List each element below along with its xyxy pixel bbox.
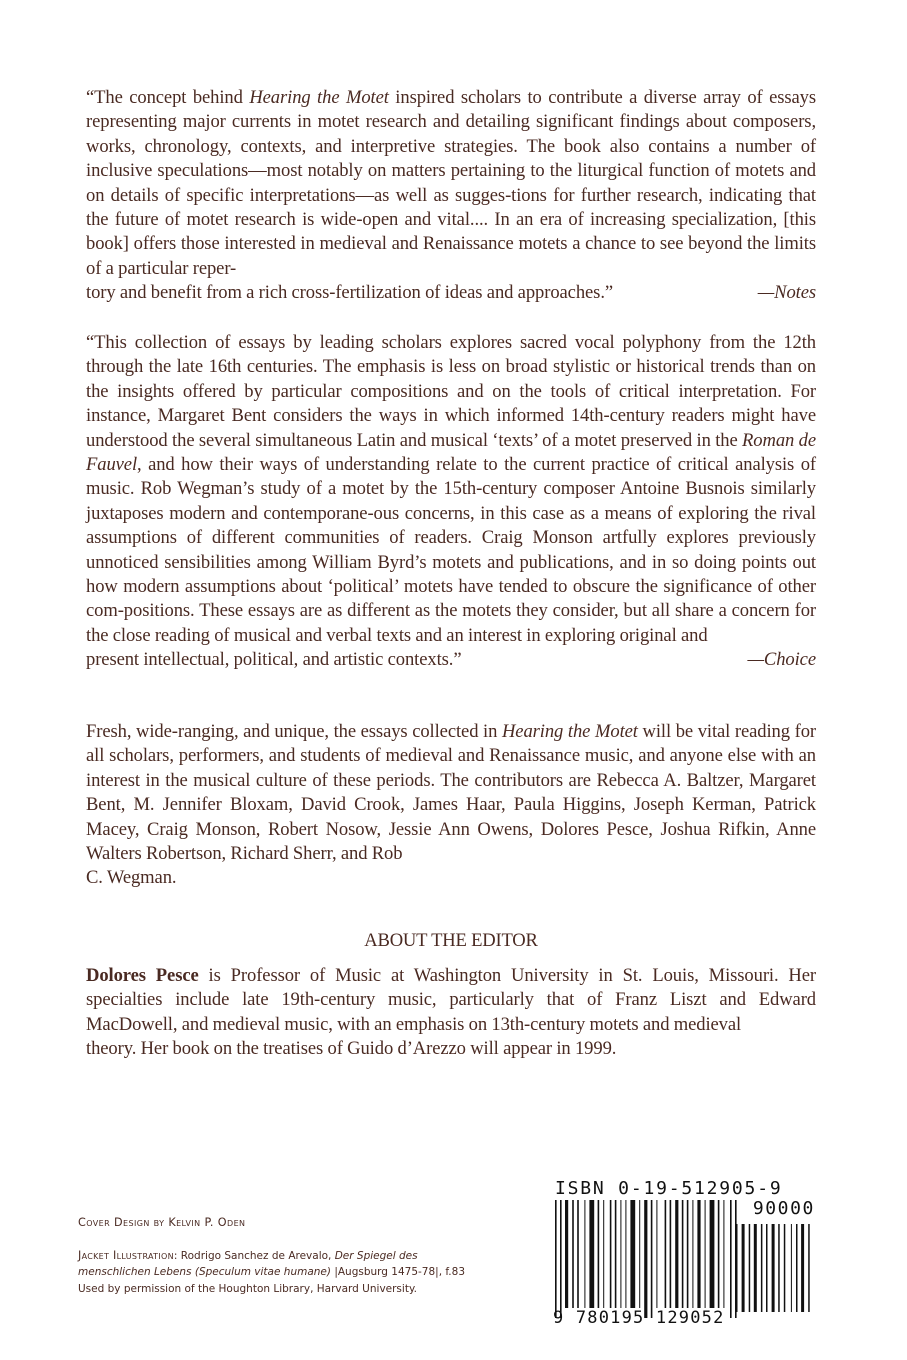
barcode-bar bbox=[718, 1200, 720, 1308]
barcode-bar bbox=[615, 1200, 617, 1308]
review-source-choice: —Choice bbox=[747, 649, 816, 671]
supplement-bar bbox=[801, 1224, 804, 1312]
review-notes-closing: tory and benefit from a rich cross-fertilization of ideas and approaches.” bbox=[86, 282, 614, 304]
review-choice-text-b: , and how their ways of understanding relate to the current practice of critical analysis of music. Rob Wegman’s study of a motet by the 15th-century composer Antoine Busnois similarly juxtaposes modern and contemporane-ous concerns, in this case as a means of exploring the rival assumptions of different communities of readers. Craig Monson artfully explores previously unnoticed sensibilities among William Byrd’s motets and publications, and in so doing points out how modern assumptions about ‘political’ motets have tended to obscure the significance of other com-positions. These essays are as different as the motets they consider, but all share a concern for the close reading of musical and verbal texts and an interest in exploring original and bbox=[86, 454, 816, 646]
barcode-bar bbox=[565, 1200, 568, 1308]
review-notes-text-a: “The concept behind bbox=[86, 87, 250, 108]
supplement-bar bbox=[778, 1224, 780, 1312]
barcode-bar bbox=[555, 1200, 557, 1318]
price-code: 90000 bbox=[752, 1198, 815, 1219]
barcode-bar bbox=[630, 1200, 635, 1308]
jacket-illustration-label: Jacket Illustration bbox=[78, 1248, 174, 1262]
supplement-bar bbox=[742, 1224, 745, 1312]
supplement-bar bbox=[754, 1224, 757, 1312]
book-title-italic: Hearing the Motet bbox=[501, 721, 638, 742]
barcode-bars bbox=[555, 1178, 815, 1318]
barcode-bar bbox=[656, 1200, 657, 1308]
review-notes bbox=[86, 86, 816, 306]
barcode-bar bbox=[610, 1200, 612, 1308]
supplement-bar bbox=[784, 1224, 786, 1312]
barcode-bar bbox=[723, 1200, 724, 1308]
review-choice-last-line bbox=[86, 648, 816, 672]
jacket-credit-text-a: : Rodrigo Sanchez de Arevalo, bbox=[173, 1249, 335, 1262]
supplement-bar bbox=[791, 1224, 792, 1312]
supplement-bar bbox=[749, 1224, 751, 1312]
review-choice-closing: present intellectual, political, and artistic contexts.” bbox=[86, 649, 462, 671]
review-notes-last-line bbox=[86, 281, 816, 305]
isbn-number: ISBN 0-19-512905-9 bbox=[555, 1178, 783, 1199]
barcode-bar bbox=[710, 1200, 715, 1308]
description-text-b: will be vital reading for all scholars, performers, and students of medieval and Renaissance music, and anyone else with an interest in the musical culture of these periods. The contributors are Rebecca A. Baltzer, Margaret Bent, M. Jennifer Bloxam, David Crook, James Haar, Paula Higgins, Joseph Kerman, Patrick Macey, Craig Monson, Robert Nosow, Jessie Ann Owens, Dolores Pesce, Joshua Rifkin, Anne Walters Robertson, Richard Sherr, and Rob bbox=[86, 721, 816, 865]
barcode-bar bbox=[589, 1200, 594, 1308]
credits bbox=[78, 1215, 478, 1297]
barcode-bar bbox=[572, 1200, 574, 1308]
barcode-bar bbox=[665, 1200, 667, 1308]
barcode-bar bbox=[644, 1200, 647, 1318]
barcode-bar bbox=[670, 1200, 672, 1308]
barcode-bar bbox=[675, 1200, 678, 1308]
barcode-bar bbox=[705, 1200, 706, 1308]
barcode-bar bbox=[682, 1200, 684, 1308]
review-notes-text-b: inspired scholars to contribute a diverse array of essays representing major currents in motet research and detailing significant findings about composers, works, chronology, contexts, and interpretive strategies. The book also contains a number of inclusive speculations—most notably on matters pertaining to the liturgical function of motets and on details of specific interpretations—as well as sugges-tions for further research, indicating that the future of motet research is wide-open and vital.... In an era of increasing specialization, [this book] offers those interested in medieval and Renaissance motets a chance to see beyond the limits of a particular reper- bbox=[86, 87, 816, 279]
isbn-barcode bbox=[553, 1178, 815, 1328]
book-description bbox=[86, 720, 816, 891]
supplement-bar bbox=[808, 1224, 810, 1312]
barcode-bar bbox=[730, 1200, 732, 1318]
barcode-bar bbox=[697, 1200, 700, 1308]
book-title-italic: Hearing the Motet bbox=[249, 87, 389, 108]
about-editor-heading: ABOUT THE EDITOR bbox=[364, 930, 538, 951]
supplement-bar bbox=[772, 1224, 775, 1312]
barcode-bar bbox=[560, 1200, 562, 1318]
barcode-bar bbox=[692, 1200, 693, 1308]
description-text-a: Fresh, wide-ranging, and unique, the essays collected in bbox=[86, 721, 502, 742]
supplement-bar bbox=[796, 1224, 798, 1312]
description-last-line: C. Wegman. bbox=[86, 867, 177, 889]
editor-name: Dolores Pesce bbox=[86, 965, 199, 986]
jacket-credit-work-title: Der Spiegel des menschlichen Lebens (Speculum vitae humane) bbox=[78, 1249, 418, 1278]
editor-bio bbox=[86, 964, 816, 1062]
barcode-bar bbox=[584, 1200, 585, 1308]
cover-design-credit: Cover Design by Kelvin P. Oden bbox=[78, 1216, 246, 1229]
barcode-bar bbox=[603, 1200, 604, 1308]
review-choice-text-a: “This collection of essays by leading scholars explores sacred vocal polyphony from the 12th through the late 16th centuries. The emphasis is less on broad stylistic or historical trends than on the insights offered by particular compositions and on the tools of critical interpretation. For instance, Margaret Bent considers the ways in which informed 14th-century readers might have understood the several simultaneous Latin and musical ‘texts’ of a motet preserved in the bbox=[86, 332, 816, 451]
editor-bio-last-line: theory. Her book on the treatises of Guido d’Arezzo will appear in 1999. bbox=[86, 1038, 617, 1060]
review-choice bbox=[86, 331, 816, 673]
roman-de-fauvel-italic: Roman de Fauvel bbox=[86, 429, 816, 476]
supplement-bar bbox=[766, 1224, 768, 1312]
barcode-bar bbox=[620, 1200, 621, 1308]
barcode-bar bbox=[687, 1200, 689, 1308]
barcode-bar bbox=[625, 1200, 626, 1308]
supplement-bar bbox=[761, 1224, 763, 1312]
editor-bio-text: is Professor of Music at Washington University in St. Louis, Missouri. Her specialties include late 19th-century music, particularly that of Franz Liszt and Edward MacDowell, and medieval music, with an emphasis on 13th-century motets and medieval bbox=[86, 965, 817, 1035]
barcode-bar bbox=[639, 1200, 640, 1308]
review-source-notes: —Notes bbox=[757, 282, 816, 304]
barcode-bar bbox=[651, 1200, 653, 1318]
jacket-illustration-credit bbox=[78, 1248, 478, 1298]
barcode-bar bbox=[598, 1200, 600, 1308]
supplement-bar bbox=[736, 1224, 738, 1312]
jacket-credit-text-b: |Augsburg 1475-78|, f.83 Used by permission of the Houghton Library, Harvard University. bbox=[78, 1266, 466, 1295]
ean-number: 9 780195 129052 bbox=[553, 1308, 725, 1328]
barcode-bar bbox=[577, 1200, 579, 1308]
